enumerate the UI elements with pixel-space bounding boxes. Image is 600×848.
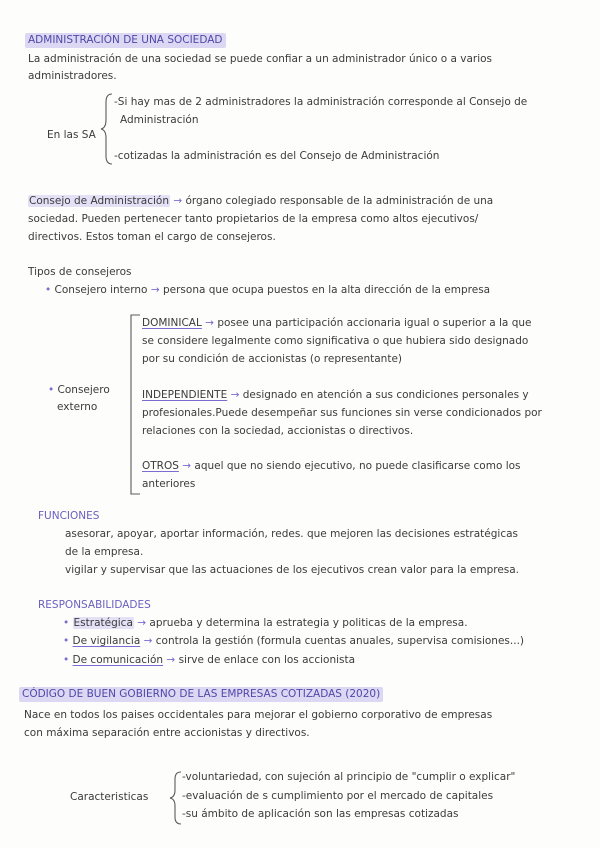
bullet-icon: •: [63, 654, 70, 666]
bullet-icon: •: [63, 617, 70, 629]
externo-label-2: externo: [57, 401, 98, 413]
responsabilidad-text: controla la gestión (formula cuentas anuales, supervisa comisiones...): [155, 635, 524, 647]
funciones-title: FUNCIONES: [38, 510, 100, 522]
otros-label: OTROS: [142, 460, 179, 472]
independiente-text-1: designado en atención a sus condiciones personales y: [242, 389, 529, 401]
responsabilidad-text: sirve de enlace con los accionista: [178, 654, 356, 666]
responsabilidades-title: RESPONSABILIDADES: [38, 599, 151, 611]
interno-def: persona que ocupa puestos en la alta dirección de la empresa: [162, 284, 491, 296]
arrow-icon: →: [166, 654, 176, 666]
dominical-line-1: [142, 315, 531, 333]
independiente-line-2: profesionales.Puede desempeñar sus funciones sin verse condicionados por: [142, 407, 542, 419]
bullet-icon: •: [48, 384, 55, 396]
otros-line-2: anteriores: [142, 478, 196, 490]
codigo-intro-line-1: Nace en todos los paises occidentales para mejorar el gobierno corporativo de empresas: [24, 709, 493, 721]
otros-line-1: [142, 458, 521, 476]
externo-bracket: [128, 314, 142, 496]
arrow-icon: →: [173, 195, 183, 207]
responsabilidad-text: aprueba y determina la estrategia y politicas de la empresa.: [149, 617, 468, 629]
tipos-title: Tipos de consejeros: [28, 266, 132, 278]
interno-row: [45, 282, 490, 300]
section-title-codigo: CÓDIGO DE BUEN GOBIERNO DE LAS EMPRESAS COTIZADAS (2020): [19, 687, 383, 702]
caracteristicas-label: Caracteristicas: [70, 791, 149, 803]
dominical-label: DOMINICAL: [142, 317, 202, 329]
arrow-icon: →: [137, 617, 147, 629]
bullet-icon: •: [45, 284, 52, 296]
consejo-def-line-3: directivos. Estos toman el cargo de consejeros.: [28, 231, 276, 243]
consejo-def-line-2: sociedad. Pueden pertenecer tanto propietarios de la empresa como altos ejecutivos/: [28, 213, 479, 225]
responsabilidad-label: De comunicación: [72, 654, 164, 666]
responsabilidad-item: [63, 633, 524, 651]
dominical-line-2: se considere legalmente como significativa o que hubiera sido designado: [142, 335, 529, 347]
responsabilidad-item: [63, 615, 468, 633]
arrow-icon: →: [230, 389, 240, 401]
codigo-intro-line-2: con máxima separación entre accionistas y directivos.: [24, 727, 310, 739]
arrow-icon: →: [205, 317, 214, 329]
responsabilidad-label: De vigilancia: [72, 635, 141, 647]
caracteristica-item: -su ámbito de aplicación son las empresas cotizadas: [182, 808, 459, 820]
independiente-line-1: [142, 387, 529, 405]
consejo-term: Consejo de Administración: [29, 195, 169, 207]
intro-line-2: administradores.: [28, 70, 117, 82]
sa-item-1-line-2: Administración: [120, 114, 199, 126]
caracteristica-item: -evaluación de s cumplimiento por el mercado de capitales: [182, 790, 494, 802]
otros-text-1: aquel que no siendo ejecutivo, no puede clasificarse como los: [194, 460, 521, 472]
caracteristica-item: -voluntariedad, con sujeción al principio de "cumplir o explicar": [182, 771, 516, 783]
independiente-label: INDEPENDIENTE: [142, 389, 228, 401]
funciones-line-1: asesorar, apoyar, aportar información, redes. que mejoren las decisiones estratégicas: [65, 528, 518, 540]
arrow-icon: →: [143, 635, 153, 647]
externo-label-text: Consejero: [57, 384, 110, 396]
externo-label-1: [48, 382, 110, 400]
responsabilidad-item: [63, 652, 355, 670]
independiente-line-3: relaciones con la sociedad, accionistas o directivos.: [142, 425, 414, 437]
sa-item-2: -cotizadas la administración es del Consejo de Administración: [114, 150, 440, 162]
responsabilidad-label: Estratégica: [73, 617, 133, 629]
consejo-def-line-1: órgano colegiado responsable de la administración de una: [185, 195, 494, 207]
sa-item-1-line-1: -Si hay mas de 2 administradores la administración corresponde al Consejo de: [114, 96, 528, 108]
consejo-line-1: [28, 193, 493, 211]
dominical-text-1: posee una participación accionaria igual o superior a la que: [217, 317, 532, 329]
interno-label: Consejero interno: [54, 284, 148, 296]
funciones-line-3: vigilar y supervisar que las actuaciones de los ejecutivos crean valor para la empresa.: [65, 564, 520, 576]
funciones-line-2: de la empresa.: [65, 546, 144, 558]
arrow-icon: →: [182, 460, 192, 472]
dominical-line-3: por su condición de accionistas (o representante): [142, 353, 403, 365]
sa-label: En las SA: [47, 129, 96, 141]
intro-line-1: La administración de una sociedad se puede confiar a un administrador único o a varios: [28, 53, 493, 65]
bullet-icon: •: [63, 635, 70, 647]
section-title-administracion: ADMINISTRACIÓN DE UNA SOCIEDAD: [25, 33, 226, 48]
arrow-icon: →: [150, 284, 160, 296]
